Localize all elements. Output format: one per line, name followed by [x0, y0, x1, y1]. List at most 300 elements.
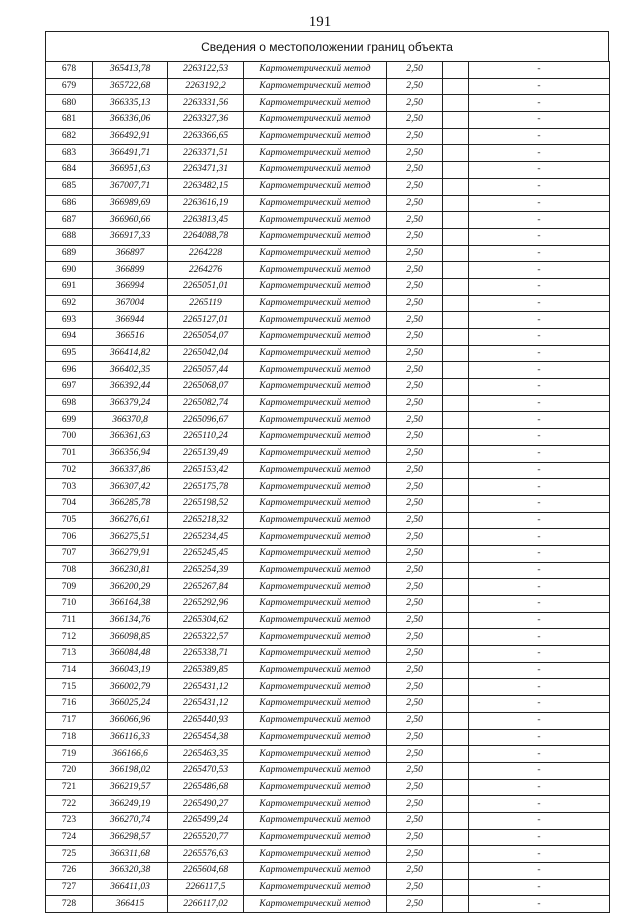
extra-cell	[443, 95, 469, 112]
accuracy-cell: 2,50	[387, 329, 443, 346]
point-number-cell: 682	[46, 128, 93, 145]
table-row	[46, 863, 610, 880]
method-cell: Картометрический метод	[244, 646, 387, 663]
table-row	[46, 445, 610, 462]
extra-cell	[443, 145, 469, 162]
table-row	[46, 195, 610, 212]
note-cell: -	[469, 445, 610, 462]
note-cell: -	[469, 846, 610, 863]
note-cell: -	[469, 112, 610, 129]
note-cell: -	[469, 762, 610, 779]
accuracy-cell: 2,50	[387, 62, 443, 79]
accuracy-cell: 2,50	[387, 379, 443, 396]
point-number-cell: 723	[46, 812, 93, 829]
y-coordinate-cell: 2265520,77	[168, 829, 244, 846]
method-cell: Картометрический метод	[244, 562, 387, 579]
accuracy-cell: 2,50	[387, 796, 443, 813]
accuracy-cell: 2,50	[387, 195, 443, 212]
point-number-cell: 718	[46, 729, 93, 746]
extra-cell	[443, 162, 469, 179]
note-cell: -	[469, 712, 610, 729]
accuracy-cell: 2,50	[387, 679, 443, 696]
x-coordinate-cell: 366402,35	[93, 362, 168, 379]
y-coordinate-cell: 2265499,24	[168, 812, 244, 829]
x-coordinate-cell: 366066,96	[93, 712, 168, 729]
point-number-cell: 714	[46, 662, 93, 679]
note-cell: -	[469, 662, 610, 679]
y-coordinate-cell: 2265068,07	[168, 379, 244, 396]
table-row	[46, 62, 610, 79]
note-cell: -	[469, 228, 610, 245]
method-cell: Картометрический метод	[244, 379, 387, 396]
method-cell: Картометрический метод	[244, 162, 387, 179]
y-coordinate-cell: 2265389,85	[168, 662, 244, 679]
table-row	[46, 612, 610, 629]
y-coordinate-cell: 2265245,45	[168, 545, 244, 562]
method-cell: Картометрический метод	[244, 679, 387, 696]
extra-cell	[443, 729, 469, 746]
method-cell: Картометрический метод	[244, 329, 387, 346]
extra-cell	[443, 479, 469, 496]
accuracy-cell: 2,50	[387, 245, 443, 262]
note-cell: -	[469, 262, 610, 279]
extra-cell	[443, 312, 469, 329]
point-number-cell: 698	[46, 395, 93, 412]
method-cell: Картометрический метод	[244, 896, 387, 913]
method-cell: Картометрический метод	[244, 796, 387, 813]
accuracy-cell: 2,50	[387, 812, 443, 829]
y-coordinate-cell: 2265254,39	[168, 562, 244, 579]
x-coordinate-cell: 366899	[93, 262, 168, 279]
y-coordinate-cell: 2265490,27	[168, 796, 244, 813]
extra-cell	[443, 78, 469, 95]
table-row	[46, 779, 610, 796]
method-cell: Картометрический метод	[244, 178, 387, 195]
note-cell: -	[469, 779, 610, 796]
note-cell: -	[469, 646, 610, 663]
point-number-cell: 725	[46, 846, 93, 863]
y-coordinate-cell: 2265110,24	[168, 429, 244, 446]
table-row	[46, 529, 610, 546]
extra-cell	[443, 412, 469, 429]
point-number-cell: 683	[46, 145, 93, 162]
method-cell: Картометрический метод	[244, 95, 387, 112]
table-row	[46, 262, 610, 279]
table-row	[46, 762, 610, 779]
table-row	[46, 329, 610, 346]
table-row	[46, 412, 610, 429]
extra-cell	[443, 646, 469, 663]
extra-cell	[443, 345, 469, 362]
x-coordinate-cell: 366917,33	[93, 228, 168, 245]
point-number-cell: 678	[46, 62, 93, 79]
x-coordinate-cell: 366897	[93, 245, 168, 262]
point-number-cell: 728	[46, 896, 93, 913]
extra-cell	[443, 128, 469, 145]
y-coordinate-cell: 2265338,71	[168, 646, 244, 663]
table-row	[46, 312, 610, 329]
x-coordinate-cell: 366994	[93, 278, 168, 295]
method-cell: Картометрический метод	[244, 395, 387, 412]
point-number-cell: 693	[46, 312, 93, 329]
y-coordinate-cell: 2265127,01	[168, 312, 244, 329]
accuracy-cell: 2,50	[387, 228, 443, 245]
table-row	[46, 729, 610, 746]
method-cell: Картометрический метод	[244, 846, 387, 863]
note-cell: -	[469, 429, 610, 446]
y-coordinate-cell: 2263371,51	[168, 145, 244, 162]
extra-cell	[443, 445, 469, 462]
accuracy-cell: 2,50	[387, 312, 443, 329]
table-row	[46, 429, 610, 446]
x-coordinate-cell: 367007,71	[93, 178, 168, 195]
extra-cell	[443, 779, 469, 796]
point-number-cell: 726	[46, 863, 93, 880]
x-coordinate-cell: 366166,6	[93, 746, 168, 763]
table-row	[46, 812, 610, 829]
table-row	[46, 78, 610, 95]
y-coordinate-cell: 2265486,68	[168, 779, 244, 796]
point-number-cell: 708	[46, 562, 93, 579]
point-number-cell: 688	[46, 228, 93, 245]
table-row	[46, 162, 610, 179]
accuracy-cell: 2,50	[387, 145, 443, 162]
table-row	[46, 896, 610, 913]
x-coordinate-cell: 366279,91	[93, 545, 168, 562]
accuracy-cell: 2,50	[387, 445, 443, 462]
x-coordinate-cell: 366989,69	[93, 195, 168, 212]
y-coordinate-cell: 2265153,42	[168, 462, 244, 479]
method-cell: Картометрический метод	[244, 596, 387, 613]
x-coordinate-cell: 366219,57	[93, 779, 168, 796]
boundary-sheet	[45, 31, 609, 913]
y-coordinate-cell: 2263813,45	[168, 212, 244, 229]
table-row	[46, 746, 610, 763]
note-cell: -	[469, 395, 610, 412]
accuracy-cell: 2,50	[387, 395, 443, 412]
method-cell: Картометрический метод	[244, 112, 387, 129]
x-coordinate-cell: 366002,79	[93, 679, 168, 696]
note-cell: -	[469, 128, 610, 145]
y-coordinate-cell: 2265218,32	[168, 512, 244, 529]
note-cell: -	[469, 178, 610, 195]
accuracy-cell: 2,50	[387, 112, 443, 129]
y-coordinate-cell: 2265119	[168, 295, 244, 312]
accuracy-cell: 2,50	[387, 562, 443, 579]
y-coordinate-cell: 2265440,93	[168, 712, 244, 729]
extra-cell	[443, 429, 469, 446]
method-cell: Картометрический метод	[244, 429, 387, 446]
y-coordinate-cell: 2265139,49	[168, 445, 244, 462]
point-number-cell: 716	[46, 696, 93, 713]
point-number-cell: 705	[46, 512, 93, 529]
x-coordinate-cell: 367004	[93, 295, 168, 312]
table-row	[46, 679, 610, 696]
extra-cell	[443, 562, 469, 579]
accuracy-cell: 2,50	[387, 863, 443, 880]
table-row	[46, 562, 610, 579]
x-coordinate-cell: 366270,74	[93, 812, 168, 829]
point-number-cell: 696	[46, 362, 93, 379]
y-coordinate-cell: 2264228	[168, 245, 244, 262]
note-cell: -	[469, 379, 610, 396]
table-row	[46, 145, 610, 162]
x-coordinate-cell: 366116,33	[93, 729, 168, 746]
point-number-cell: 697	[46, 379, 93, 396]
accuracy-cell: 2,50	[387, 829, 443, 846]
extra-cell	[443, 762, 469, 779]
point-number-cell: 701	[46, 445, 93, 462]
extra-cell	[443, 178, 469, 195]
extra-cell	[443, 495, 469, 512]
extra-cell	[443, 545, 469, 562]
point-number-cell: 686	[46, 195, 93, 212]
note-cell: -	[469, 345, 610, 362]
method-cell: Картометрический метод	[244, 345, 387, 362]
method-cell: Картометрический метод	[244, 529, 387, 546]
y-coordinate-cell: 2265054,07	[168, 329, 244, 346]
y-coordinate-cell: 2265304,62	[168, 612, 244, 629]
y-coordinate-cell: 2265096,67	[168, 412, 244, 429]
y-coordinate-cell: 2265198,52	[168, 495, 244, 512]
note-cell: -	[469, 479, 610, 496]
x-coordinate-cell: 366200,29	[93, 579, 168, 596]
y-coordinate-cell: 2265576,63	[168, 846, 244, 863]
y-coordinate-cell: 2263482,15	[168, 178, 244, 195]
method-cell: Картометрический метод	[244, 228, 387, 245]
method-cell: Картометрический метод	[244, 812, 387, 829]
y-coordinate-cell: 2265292,96	[168, 596, 244, 613]
method-cell: Картометрический метод	[244, 412, 387, 429]
accuracy-cell: 2,50	[387, 212, 443, 229]
note-cell: -	[469, 829, 610, 846]
x-coordinate-cell: 366276,61	[93, 512, 168, 529]
accuracy-cell: 2,50	[387, 479, 443, 496]
extra-cell	[443, 679, 469, 696]
point-number-cell: 724	[46, 829, 93, 846]
table-row	[46, 712, 610, 729]
boundary-table	[45, 61, 610, 913]
note-cell: -	[469, 812, 610, 829]
point-number-cell: 721	[46, 779, 93, 796]
note-cell: -	[469, 162, 610, 179]
extra-cell	[443, 596, 469, 613]
accuracy-cell: 2,50	[387, 846, 443, 863]
y-coordinate-cell: 2265431,12	[168, 679, 244, 696]
point-number-cell: 719	[46, 746, 93, 763]
extra-cell	[443, 262, 469, 279]
accuracy-cell: 2,50	[387, 362, 443, 379]
extra-cell	[443, 212, 469, 229]
note-cell: -	[469, 612, 610, 629]
accuracy-cell: 2,50	[387, 729, 443, 746]
accuracy-cell: 2,50	[387, 646, 443, 663]
extra-cell	[443, 329, 469, 346]
note-cell: -	[469, 62, 610, 79]
extra-cell	[443, 796, 469, 813]
accuracy-cell: 2,50	[387, 295, 443, 312]
x-coordinate-cell: 366414,82	[93, 345, 168, 362]
y-coordinate-cell: 2263327,36	[168, 112, 244, 129]
note-cell: -	[469, 729, 610, 746]
method-cell: Картометрический метод	[244, 512, 387, 529]
x-coordinate-cell: 366492,91	[93, 128, 168, 145]
point-number-cell: 707	[46, 545, 93, 562]
page-number: 191	[308, 14, 332, 30]
point-number-cell: 692	[46, 295, 93, 312]
point-number-cell: 710	[46, 596, 93, 613]
method-cell: Картометрический метод	[244, 696, 387, 713]
note-cell: -	[469, 412, 610, 429]
note-cell: -	[469, 278, 610, 295]
point-number-cell: 720	[46, 762, 93, 779]
method-cell: Картометрический метод	[244, 212, 387, 229]
table-body	[46, 62, 610, 913]
method-cell: Картометрический метод	[244, 128, 387, 145]
y-coordinate-cell: 2265082,74	[168, 395, 244, 412]
x-coordinate-cell: 366230,81	[93, 562, 168, 579]
method-cell: Картометрический метод	[244, 612, 387, 629]
accuracy-cell: 2,50	[387, 779, 443, 796]
note-cell: -	[469, 212, 610, 229]
accuracy-cell: 2,50	[387, 512, 443, 529]
accuracy-cell: 2,50	[387, 95, 443, 112]
method-cell: Картометрический метод	[244, 245, 387, 262]
table-row	[46, 362, 610, 379]
y-coordinate-cell: 2266117,5	[168, 879, 244, 896]
y-coordinate-cell: 2265470,53	[168, 762, 244, 779]
x-coordinate-cell: 366198,02	[93, 762, 168, 779]
extra-cell	[443, 612, 469, 629]
note-cell: -	[469, 879, 610, 896]
table-row	[46, 112, 610, 129]
accuracy-cell: 2,50	[387, 162, 443, 179]
extra-cell	[443, 746, 469, 763]
table-row	[46, 579, 610, 596]
point-number-cell: 709	[46, 579, 93, 596]
method-cell: Картометрический метод	[244, 579, 387, 596]
note-cell: -	[469, 562, 610, 579]
x-coordinate-cell: 366356,94	[93, 445, 168, 462]
extra-cell	[443, 228, 469, 245]
method-cell: Картометрический метод	[244, 295, 387, 312]
note-cell: -	[469, 95, 610, 112]
y-coordinate-cell: 2265051,01	[168, 278, 244, 295]
extra-cell	[443, 829, 469, 846]
accuracy-cell: 2,50	[387, 529, 443, 546]
method-cell: Картометрический метод	[244, 145, 387, 162]
extra-cell	[443, 245, 469, 262]
note-cell: -	[469, 863, 610, 880]
table-row	[46, 846, 610, 863]
point-number-cell: 680	[46, 95, 93, 112]
note-cell: -	[469, 362, 610, 379]
x-coordinate-cell: 366084,48	[93, 646, 168, 663]
table-row	[46, 662, 610, 679]
note-cell: -	[469, 462, 610, 479]
extra-cell	[443, 195, 469, 212]
method-cell: Картометрический метод	[244, 762, 387, 779]
point-number-cell: 695	[46, 345, 93, 362]
extra-cell	[443, 863, 469, 880]
note-cell: -	[469, 145, 610, 162]
method-cell: Картометрический метод	[244, 195, 387, 212]
accuracy-cell: 2,50	[387, 712, 443, 729]
table-row	[46, 696, 610, 713]
accuracy-cell: 2,50	[387, 579, 443, 596]
note-cell: -	[469, 629, 610, 646]
x-coordinate-cell: 366285,78	[93, 495, 168, 512]
extra-cell	[443, 579, 469, 596]
point-number-cell: 679	[46, 78, 93, 95]
accuracy-cell: 2,50	[387, 896, 443, 913]
method-cell: Картометрический метод	[244, 278, 387, 295]
table-row	[46, 395, 610, 412]
table-row	[46, 212, 610, 229]
table-row	[46, 596, 610, 613]
method-cell: Картометрический метод	[244, 746, 387, 763]
method-cell: Картометрический метод	[244, 312, 387, 329]
point-number-cell: 722	[46, 796, 93, 813]
x-coordinate-cell: 366392,44	[93, 379, 168, 396]
y-coordinate-cell: 2265175,78	[168, 479, 244, 496]
note-cell: -	[469, 696, 610, 713]
point-number-cell: 681	[46, 112, 93, 129]
accuracy-cell: 2,50	[387, 879, 443, 896]
table-row	[46, 462, 610, 479]
y-coordinate-cell: 2265431,12	[168, 696, 244, 713]
accuracy-cell: 2,50	[387, 696, 443, 713]
point-number-cell: 717	[46, 712, 93, 729]
point-number-cell: 690	[46, 262, 93, 279]
y-coordinate-cell: 2263616,19	[168, 195, 244, 212]
accuracy-cell: 2,50	[387, 262, 443, 279]
note-cell: -	[469, 896, 610, 913]
method-cell: Картометрический метод	[244, 495, 387, 512]
note-cell: -	[469, 579, 610, 596]
y-coordinate-cell: 2263122,53	[168, 62, 244, 79]
point-number-cell: 727	[46, 879, 93, 896]
x-coordinate-cell: 366298,57	[93, 829, 168, 846]
method-cell: Картометрический метод	[244, 445, 387, 462]
table-row	[46, 512, 610, 529]
y-coordinate-cell: 2264088,78	[168, 228, 244, 245]
table-row	[46, 479, 610, 496]
method-cell: Картометрический метод	[244, 662, 387, 679]
accuracy-cell: 2,50	[387, 128, 443, 145]
x-coordinate-cell: 366134,76	[93, 612, 168, 629]
accuracy-cell: 2,50	[387, 278, 443, 295]
y-coordinate-cell: 2265454,38	[168, 729, 244, 746]
y-coordinate-cell: 2265267,84	[168, 579, 244, 596]
extra-cell	[443, 812, 469, 829]
note-cell: -	[469, 495, 610, 512]
y-coordinate-cell: 2264276	[168, 262, 244, 279]
note-cell: -	[469, 596, 610, 613]
note-cell: -	[469, 245, 610, 262]
x-coordinate-cell: 365413,78	[93, 62, 168, 79]
extra-cell	[443, 278, 469, 295]
x-coordinate-cell: 366951,63	[93, 162, 168, 179]
accuracy-cell: 2,50	[387, 78, 443, 95]
accuracy-cell: 2,50	[387, 462, 443, 479]
table-row	[46, 278, 610, 295]
x-coordinate-cell: 366249,19	[93, 796, 168, 813]
extra-cell	[443, 462, 469, 479]
point-number-cell: 711	[46, 612, 93, 629]
point-number-cell: 694	[46, 329, 93, 346]
note-cell: -	[469, 679, 610, 696]
